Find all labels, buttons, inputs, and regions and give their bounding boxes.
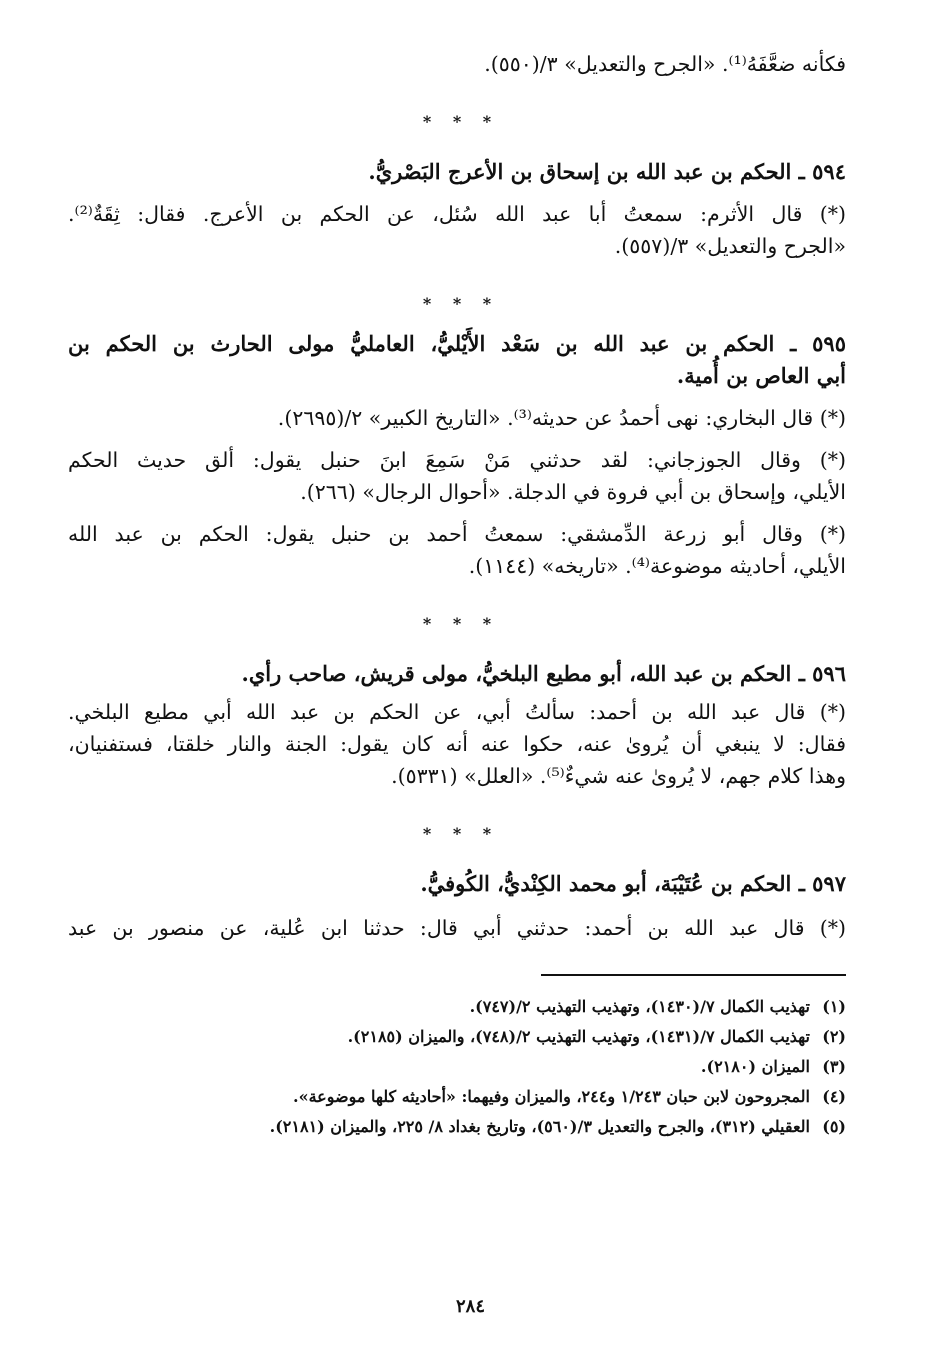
footnote: (٢)تهذيب الكمال ٧/(١٤٣١)، وتهذيب التهذيب ٢/(٧٤٨)، والميزان (٢١٨٥). <box>347 1027 846 1046</box>
entry-title-cont: أبي العاص بن أُمية. <box>676 363 846 388</box>
section-separator: * * * <box>422 614 500 633</box>
text-line: الأيلي، أحاديثه موضوعة⁽⁴⁾. «تاريخه» (١١٤٤). <box>468 554 846 578</box>
text-line: (*) قال الأثرم: سمعتُ أبا عبد الله سُئل، عن الحكم بن الأعرج. فقال: ثِقَةٌ⁽²⁾. <box>68 202 846 226</box>
section-separator: * * * <box>422 112 500 131</box>
entry-title: ٥٩٧ ـ الحكم بن عُتَيْبَة، أبو محمد الكِنْديُّ، الكُوفيُّ. <box>420 871 846 896</box>
entry-594 <box>68 156 846 262</box>
text-line: فكأنه ضعَّفَهُ⁽¹⁾. «الجرح والتعديل» ٣/(٥٥٠). <box>484 52 846 76</box>
text-line: وهذا كلام جهم، لا يُروىٰ عنه شيءٌ⁽⁵⁾. «العلل» (٥٣٣١). <box>391 764 846 788</box>
footnote: (٣)الميزان (٢١٨٠). <box>700 1057 846 1076</box>
text-line: (*) قال البخاري: نهى أحمدُ عن حديثه⁽³⁾. «التاريخ الكبير» ٢/(٢٦٩٥). <box>277 406 846 430</box>
entry-title: ٥٩٤ ـ الحكم بن عبد الله بن إسحاق بن الأعرج البَصْريُّ. <box>368 159 846 184</box>
footnote: (٤)المجروحون لابن حبان ١/٢٤٣ و٢٤٤، والميزان وفيهما: «أحاديثه كلها موضوعة». <box>293 1087 846 1106</box>
page-number: ٢٨٤ <box>455 1296 485 1317</box>
text-line: فقال: لا ينبغي أن يُروىٰ عنه، حكوا عنه أنه كان يقول: الجنة والنار خلقتا، فستفنيان، <box>68 732 846 756</box>
entry-title: ٥٩٥ ـ الحكم بن عبد الله بن سَعْد الأَيْليُّ، العامليُّ مولى الحارث بن الحكم بن <box>68 331 846 356</box>
text-line: (*) قال عبد الله بن أحمد: سألتُ أبي، عن الحكم بن عبد الله أبي مطيع البلخي. <box>68 700 846 724</box>
text-line: (*) قال عبد الله بن أحمد: حدثني أبي قال: حدثنا ابن عُلية، عن منصور بن عبد <box>68 916 846 940</box>
entry-595 <box>68 328 846 582</box>
text-line: (*) وقال الجوزجاني: لقد حدثني مَنْ سَمِعَ ابنَ حنبل يقول: ألق حديث الحكم <box>68 448 846 472</box>
entry-596 <box>68 658 846 792</box>
text-line: (*) وقال أبو زرعة الدِّمشقي: سمعتُ أحمد بن حنبل يقول: الحكم بن عبد الله <box>68 522 846 546</box>
section-separator: * * * <box>422 294 500 313</box>
page-body <box>68 48 846 1357</box>
text-line: الأيلي، وإسحاق بن أبي فروة في الدجلة. «أحوال الرجال» (٢٦٦). <box>300 480 846 504</box>
entry-title: ٥٩٦ ـ الحكم بن عبد الله، أبو مطيع البلخيُّ، مولى قريش، صاحب رأي. <box>241 661 846 686</box>
footnote: (٥)العقيلي (٣١٢)، والجرح والتعديل ٣/(٥٦٠)، وتاريخ بغداد ٨/ ٢٢٥، والميزان (٢١٨١). <box>269 1117 846 1136</box>
text-line: «الجرح والتعديل» ٣/(٥٥٧). <box>614 234 846 258</box>
footnotes <box>68 992 846 1142</box>
section-separator: * * * <box>422 824 500 843</box>
footnote: (١)تهذيب الكمال ٧/(١٤٣٠)، وتهذيب التهذيب ٢/(٧٤٧). <box>469 997 846 1016</box>
entry-597 <box>68 868 846 944</box>
